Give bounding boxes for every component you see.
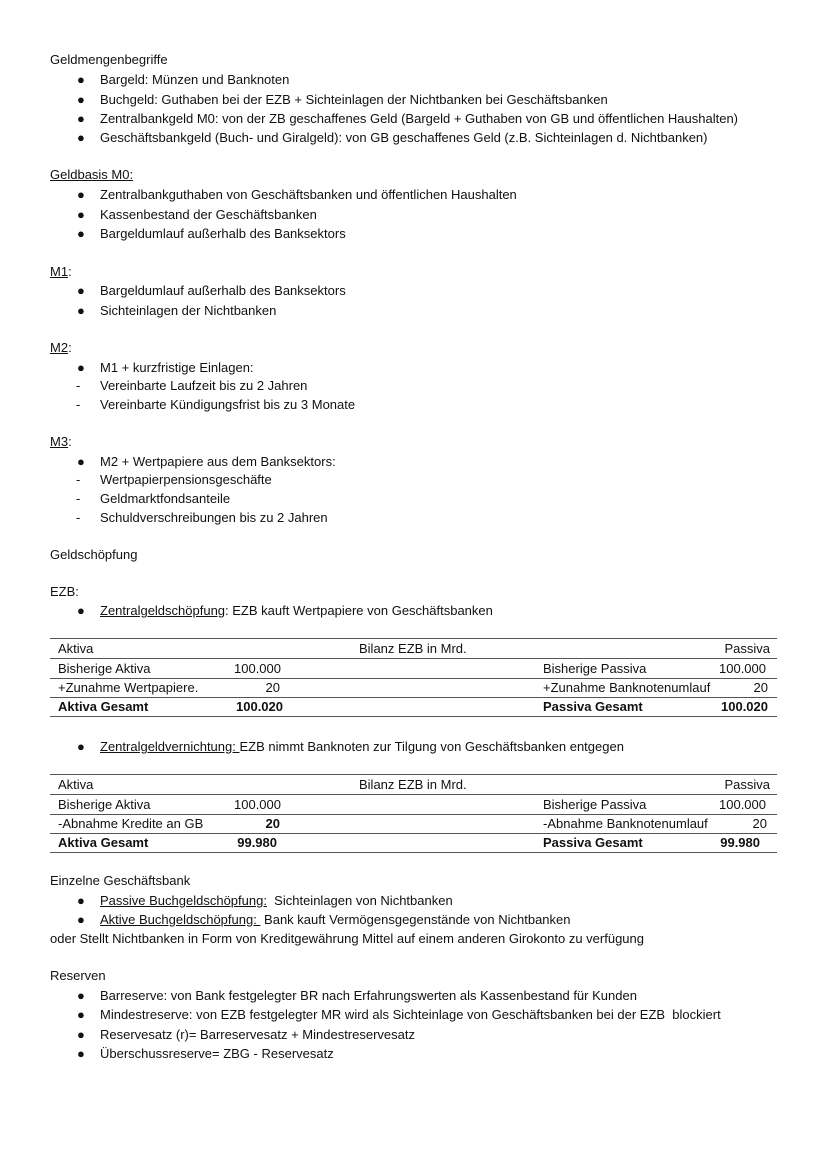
heading-m1 <box>50 263 72 280</box>
bullet-icon: ● <box>77 207 85 222</box>
heading-geldmengenbegriffe: Geldmengenbegriffe <box>50 52 168 67</box>
heading-m1-label: M1 <box>50 264 69 279</box>
heading-geldschoepfung: Geldschöpfung <box>50 547 138 562</box>
list-item <box>100 911 570 928</box>
bullet-icon: ● <box>77 988 85 1003</box>
table-row <box>50 814 777 833</box>
row-label-left: +Zunahme Wertpapiere. <box>58 680 199 695</box>
list-item: Schuldverschreibungen bis zu 2 Jahren <box>100 510 328 525</box>
row-label-left: -Abnahme Kredite an GB <box>58 816 204 831</box>
row-value-right: 20 <box>752 816 767 831</box>
header-title: Bilanz EZB in Mrd. <box>359 641 467 656</box>
bullet-icon: ● <box>77 303 85 318</box>
table-rule <box>50 852 777 853</box>
row-value-right: 100.000 <box>719 661 766 676</box>
term-description: Sichteinlagen von Nichtbanken <box>266 893 453 908</box>
heading-m3 <box>50 433 72 450</box>
term-aktive-buchgeldschoepfung: Aktive Buchgeldschöpfung: <box>100 912 261 927</box>
heading-einzelne-geschaeftsbank: Einzelne Geschäftsbank <box>50 873 191 888</box>
balance-table-2 <box>50 774 777 854</box>
list-item: Buchgeld: Guthaben bei der EZB + Sichteinlagen der Nichtbanken bei Geschäftsbanken <box>100 92 608 107</box>
header-title: Bilanz EZB in Mrd. <box>359 777 467 792</box>
list-item: Vereinbarte Kündigungsfrist bis zu 3 Monate <box>100 397 356 412</box>
term-description: EZB nimmt Banknoten zur Tilgung von Geschäftsbanken entgegen <box>239 739 624 754</box>
list-item <box>100 892 453 909</box>
bullet-icon: ● <box>77 92 85 107</box>
row-value-left: 100.000 <box>234 797 281 812</box>
table-header-row <box>50 639 777 658</box>
dash-marker: - <box>76 510 81 525</box>
row-value-left: 20 <box>265 680 280 695</box>
bullet-icon: ● <box>77 72 85 87</box>
heading-colon: : <box>68 434 72 449</box>
list-item: Sichteinlagen der Nichtbanken <box>100 303 277 318</box>
header-passiva: Passiva <box>724 777 770 792</box>
bullet-icon: ● <box>77 111 85 126</box>
bullet-icon: ● <box>77 283 85 298</box>
table-rule <box>50 716 777 717</box>
row-label-right: +Zunahme Banknotenumlauf <box>543 680 711 695</box>
table-row <box>50 678 777 697</box>
term-zentralgeldvernichtung: Zentralgeldvernichtung: <box>100 739 240 754</box>
heading-colon: : <box>68 264 72 279</box>
table-row <box>50 795 777 814</box>
bullet-icon: ● <box>77 187 85 202</box>
term-description: Bank kauft Vermögensgegenstände von Nichtbanken <box>260 912 571 927</box>
list-item: Vereinbarte Laufzeit bis zu 2 Jahren <box>100 378 308 393</box>
list-item: Reservesatz (r)= Barreservesatz + Mindestreservesatz <box>100 1027 415 1042</box>
list-item: M1 + kurzfristige Einlagen: <box>100 360 254 375</box>
row-value-left: 100.000 <box>234 661 281 676</box>
row-label-right: -Abnahme Banknotenumlauf <box>543 816 708 831</box>
dash-marker: - <box>76 378 81 393</box>
balance-table-1 <box>50 638 777 718</box>
total-value-right: 100.020 <box>721 699 768 714</box>
heading-ezb: EZB: <box>50 584 79 599</box>
bullet-icon: ● <box>77 912 85 927</box>
bullet-icon: ● <box>77 130 85 145</box>
list-item: Überschussreserve= ZBG - Reservesatz <box>100 1046 334 1061</box>
total-label-right: Passiva Gesamt <box>543 835 643 850</box>
row-value-left: 20 <box>265 816 280 831</box>
total-label-left: Aktiva Gesamt <box>58 699 149 714</box>
heading-geldbasis-m0: Geldbasis M0: <box>50 167 134 182</box>
term-passive-buchgeldschoepfung: Passive Buchgeldschöpfung: <box>100 893 267 908</box>
list-item: Zentralbankgeld M0: von der ZB geschaffenes Geld (Bargeld + Guthaben von GB und öffentlichen Haushalten) <box>100 111 739 126</box>
dash-marker: - <box>76 491 81 506</box>
list-item: Geldmarktfondsanteile <box>100 491 231 506</box>
row-label-right: Bisherige Passiva <box>543 661 647 676</box>
list-item: Geschäftsbankgeld (Buch- und Giralgeld): von GB geschaffenes Geld (z.B. Sichteinlagen d. Nichtbanken) <box>100 130 708 145</box>
bullet-icon: ● <box>77 1027 85 1042</box>
dash-marker: - <box>76 472 81 487</box>
total-value-left: 100.020 <box>236 699 283 714</box>
term-description: : EZB kauft Wertpapiere von Geschäftsbanken <box>225 603 493 618</box>
row-value-right: 100.000 <box>719 797 766 812</box>
list-item: Bargeldumlauf außerhalb des Banksektors <box>100 226 346 241</box>
list-item: M2 + Wertpapiere aus dem Banksektors: <box>100 454 336 469</box>
bullet-icon: ● <box>77 893 85 908</box>
total-value-left: 99.980 <box>237 835 277 850</box>
heading-m2-label: M2 <box>50 340 69 355</box>
list-item: Wertpapierpensionsgeschäfte <box>100 472 272 487</box>
total-label-right: Passiva Gesamt <box>543 699 643 714</box>
list-item: Zentralbankguthaben von Geschäftsbanken und öffentlichen Haushalten <box>100 187 517 202</box>
table-row <box>50 659 777 678</box>
list-item: Mindestreserve: von EZB festgelegter MR wird als Sichteinlage von Geschäftsbanken bei der EZB blockiert <box>100 1007 721 1022</box>
bullet-icon: ● <box>77 360 85 375</box>
list-item <box>100 738 624 755</box>
total-label-left: Aktiva Gesamt <box>58 835 149 850</box>
bullet-icon: ● <box>77 226 85 241</box>
dash-marker: - <box>76 397 81 412</box>
bullet-icon: ● <box>77 1007 85 1022</box>
bullet-icon: ● <box>77 1046 85 1061</box>
heading-m2 <box>50 339 72 356</box>
bullet-icon: ● <box>77 739 85 754</box>
row-value-right: 20 <box>753 680 768 695</box>
list-item: Bargeldumlauf außerhalb des Banksektors <box>100 283 346 298</box>
row-label-right: Bisherige Passiva <box>543 797 647 812</box>
list-item: Barreserve: von Bank festgelegter BR nach Erfahrungswerten als Kassenbestand für Kunden <box>100 988 637 1003</box>
list-item: Bargeld: Münzen und Banknoten <box>100 72 290 87</box>
paragraph-note: oder Stellt Nichtbanken in Form von Kreditgewährung Mittel auf einem anderen Girokonto zu verfügung <box>50 931 644 946</box>
row-label-left: Bisherige Aktiva <box>58 797 151 812</box>
list-item: Kassenbestand der Geschäftsbanken <box>100 207 317 222</box>
row-label-left: Bisherige Aktiva <box>58 661 151 676</box>
header-aktiva: Aktiva <box>58 777 94 792</box>
table-total-row <box>50 697 777 716</box>
bullet-icon: ● <box>77 603 85 618</box>
total-value-right: 99.980 <box>720 835 760 850</box>
header-aktiva: Aktiva <box>58 641 94 656</box>
table-header-row <box>50 775 777 794</box>
heading-reserven: Reserven <box>50 968 106 983</box>
heading-m3-label: M3 <box>50 434 69 449</box>
table-total-row <box>50 833 777 852</box>
heading-colon: : <box>68 340 72 355</box>
bullet-icon: ● <box>77 454 85 469</box>
header-passiva: Passiva <box>724 641 770 656</box>
list-item <box>100 602 493 619</box>
term-zentralgeldschoepfung: Zentralgeldschöpfung <box>100 603 226 618</box>
